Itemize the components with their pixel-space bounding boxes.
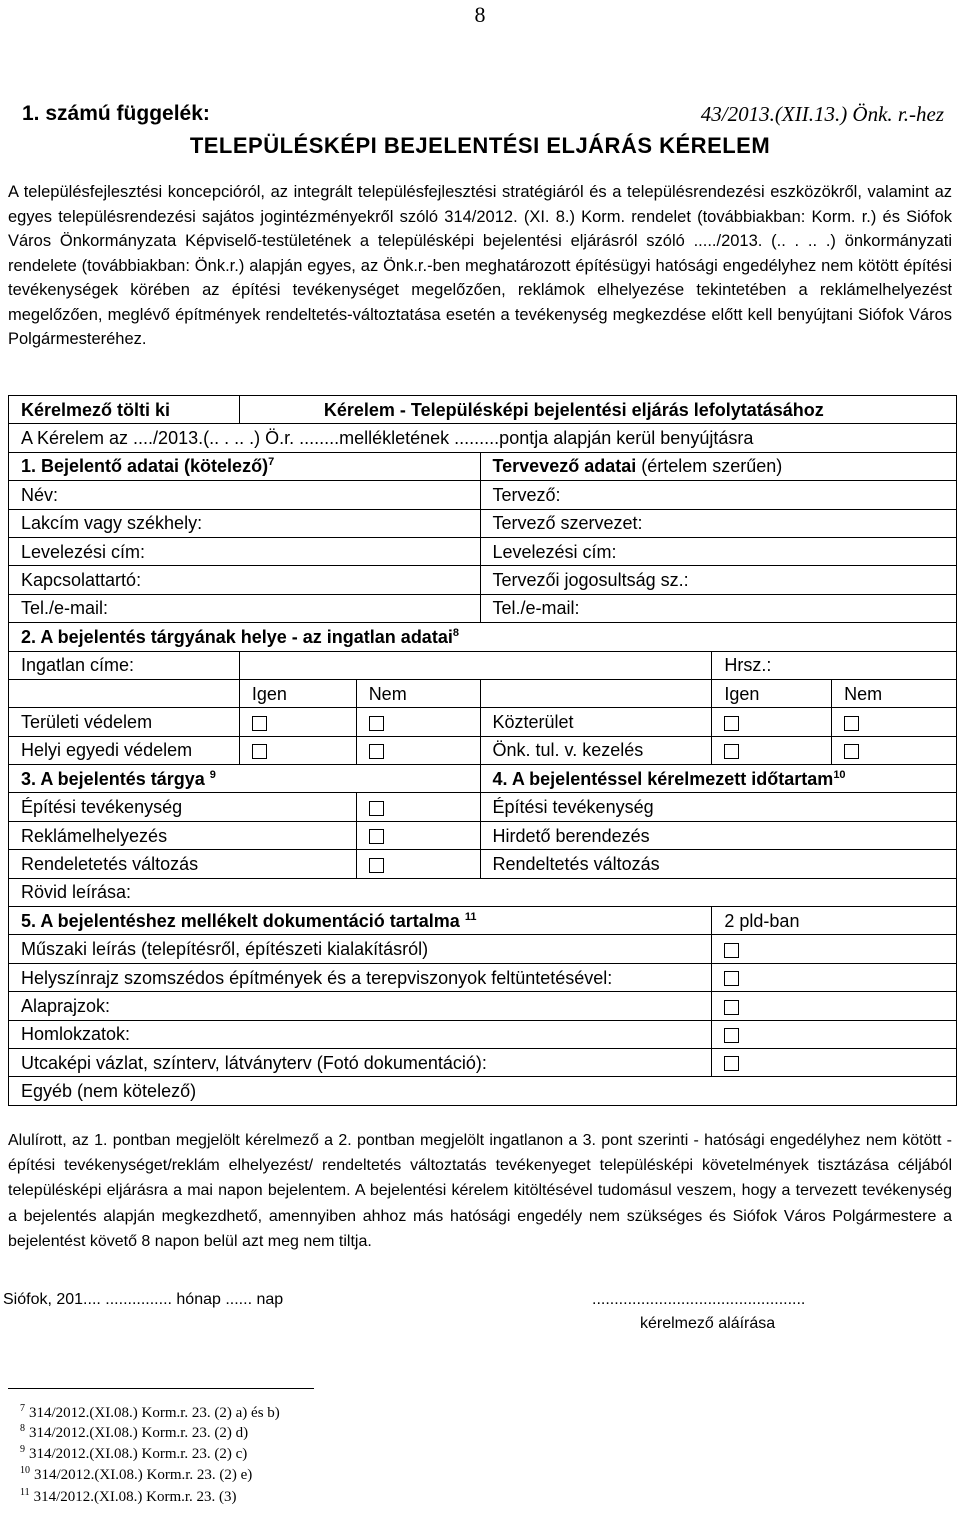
footnote-11: $^{11}$ 314/2012.(XI.08.) Korm.r. 23. (3) [20,1487,237,1505]
name-field[interactable]: Név: [9,481,481,509]
no-header-2: Nem [832,679,957,707]
ad-placement-label: Reklámelhelyezés [9,821,357,849]
construction-checkbox[interactable] [369,801,384,816]
municipal-yes-checkbox[interactable] [724,744,739,759]
designer-mailing-address-field[interactable]: Levelezési cím: [480,537,957,565]
doc-streetscape-checkbox[interactable] [724,1056,739,1071]
construction-label: Építési tevékenység [9,793,357,821]
doc-floor-plans: Alaprajzok: [9,992,712,1020]
signature-line[interactable]: ................................................ [592,1291,806,1308]
short-description-field[interactable]: Rövid leírása: [9,878,957,906]
local-protection-yes-checkbox[interactable] [252,744,267,759]
property-address-input[interactable] [239,651,712,679]
area-protection-no-checkbox[interactable] [369,716,384,731]
address-field[interactable]: Lakcím vagy székhely: [9,509,481,537]
doc-facades-checkbox[interactable] [724,1028,739,1043]
application-form-table [8,395,957,1106]
footnote-8: $^8$ 314/2012.(XI.08.) Korm.r. 23. (2) d) [20,1423,249,1441]
area-protection-yes-checkbox[interactable] [252,716,267,731]
use-change-label: Rendeletetés változás [9,850,357,878]
intro-paragraph: A településfejlesztési koncepcióról, az integrált településfejlesztési stratégiáról és a településrendezési eszközökről, valamint az egyes településrendezési sajátos jogintézményekről szóló 314/2012. (XI. 8.) Korm. rendelet (továbbiakban: Korm. r.) és Siófok Város Önkormányzata Képviselő-testületének a településképi bejelentési eljárásról szóló ...../2013. (.. . .. .) önkormányzati rendelete (továbbiakban: Önk.r.) alapján egyes, az Önk.r.-ben meghatározott építésügyi hatósági engedélyhez nem kötött építési tevékenységek körében az építési tevékenységet megelőzően, reklámok elhelyezése tekintetében a reklámelhelyezést megelőzően, meglévő építmények rendeltetés-változtatása esetén a tevékenység megkezdése előtt kell benyújtani Siófok Város Polgármesteréhez. [8,183,952,348]
local-protection-label: Helyi egyedi védelem [9,736,240,764]
regulation-reference: 43/2013.(XII.13.) Önk. r.-hez [700,102,944,126]
doc-floor-plans-checkbox[interactable] [724,1000,739,1015]
request-title: Kérelem - Településképi bejelentési eljárás lefolytatásához [239,396,956,424]
designer-section-title: Tervevező adatai (értelem szerűen) [480,452,957,480]
doc-site-plan: Helyszínrajz szomszédos építmények és a terepviszonyok feltüntetésével: [9,963,712,991]
lot-number-field[interactable]: Hrsz.: [712,651,957,679]
doc-site-plan-checkbox[interactable] [724,971,739,986]
municipal-no-checkbox[interactable] [844,744,859,759]
section-1-title: 1. Bejelentő adatai (kötelező)$^7$ [9,452,481,480]
appendix-label: 1. számú függelék: [22,102,210,125]
contact-person-field[interactable]: Kapcsolattartó: [9,566,481,594]
municipal-label: Önk. tul. v. kezelés [480,736,712,764]
doc-other: Egyéb (nem kötelező) [9,1077,957,1105]
use-change-checkbox[interactable] [369,858,384,873]
ad-placement-checkbox[interactable] [369,829,384,844]
use-change-duration-label: Rendeltetés változás [480,850,957,878]
applicant-fills-label: Kérelmező tölti ki [9,396,240,424]
designer-org-field[interactable]: Tervező szervezet: [480,509,957,537]
submission-basis: A Kérelem az ..../2013.(.. . .. .) Ö.r. ........mellékletének .........pontja alapján kerül benyújtásra [9,424,957,452]
section-4-title: 4. A bejelentéssel kérelmezett időtartam$^{10}$ [480,765,957,793]
section-5-title: 5. A bejelentéshez mellékelt dokumentáció tartalma $^{11}$ [9,907,712,935]
section-2-title: 2. A bejelentés tárgyának helye - az ingatlan adatai$^8$ [9,623,957,651]
doc-facades: Homlokzatok: [9,1020,712,1048]
section-3-title: 3. A bejelentés tárgya $^9$ [9,765,481,793]
footnote-10: $^{10}$ 314/2012.(XI.08.) Korm.r. 23. (2) e) [20,1465,253,1483]
designer-field[interactable]: Tervező: [480,481,957,509]
area-protection-label: Területi védelem [9,708,240,736]
public-area-label: Közterület [480,708,712,736]
footnote-9: $^9$ 314/2012.(XI.08.) Korm.r. 23. (2) c) [20,1444,248,1462]
yes-header-2: Igen [712,679,832,707]
public-area-yes-checkbox[interactable] [724,716,739,731]
no-header: Nem [356,679,480,707]
property-address-label: Ingatlan címe: [9,651,240,679]
copies-label: 2 pld-ban [712,907,957,935]
place-date-line[interactable]: Siófok, 201.... ............... hónap ...... nap [3,1291,284,1308]
yes-header: Igen [239,679,356,707]
construction-duration-label: Építési tevékenység [480,793,957,821]
footnote-7: $^7$ 314/2012.(XI.08.) Korm.r. 23. (2) a) és b) [20,1403,280,1421]
doc-technical-description-checkbox[interactable] [724,943,739,958]
designer-license-field[interactable]: Tervezői jogosultság sz.: [480,566,957,594]
designer-tel-email-field[interactable]: Tel./e-mail: [480,594,957,622]
public-area-no-checkbox[interactable] [844,716,859,731]
document-title: TELEPÜLÉSKÉPI BEJELENTÉSI ELJÁRÁS KÉRELEM [189,133,771,158]
ad-device-label: Hirdető berendezés [480,821,957,849]
declaration-paragraph: Alulírott, az 1. pontban megjelölt kérelmező a 2. pontban megjelölt ingatlanon a 3. pont szerinti - hatósági engedélyhez nem kötött - építési tevékenységet/reklám elhelyezést/ rendeltetés változtatás tevékenyeget településképi követelmények tisztázása céljából településképi eljárásra a mai napon bejelentem. A bejelentési kérelem kitöltésével tudomásul veszem, hogy a tervezett tevékenység a bejelentés alapján megkezdhető, amennyiben ahhoz más hatósági engedély nem szükséges és Siófok Város Polgármestere a bejelentést követő 8 napon belül azt meg nem tiltja. [8,1132,952,1250]
mailing-address-field[interactable]: Levelezési cím: [9,537,481,565]
page-number: 8 [474,2,486,27]
doc-technical-description: Műszaki leírás (telepítésről, építészeti kialakításról) [9,935,712,963]
signature-label: kérelmező aláírása [640,1315,776,1332]
local-protection-no-checkbox[interactable] [369,744,384,759]
doc-streetscape: Utcaképi vázlat, színterv, látványterv (Fotó dokumentáció): [9,1048,712,1076]
footnote-separator [8,1388,314,1389]
tel-email-field[interactable]: Tel./e-mail: [9,594,481,622]
